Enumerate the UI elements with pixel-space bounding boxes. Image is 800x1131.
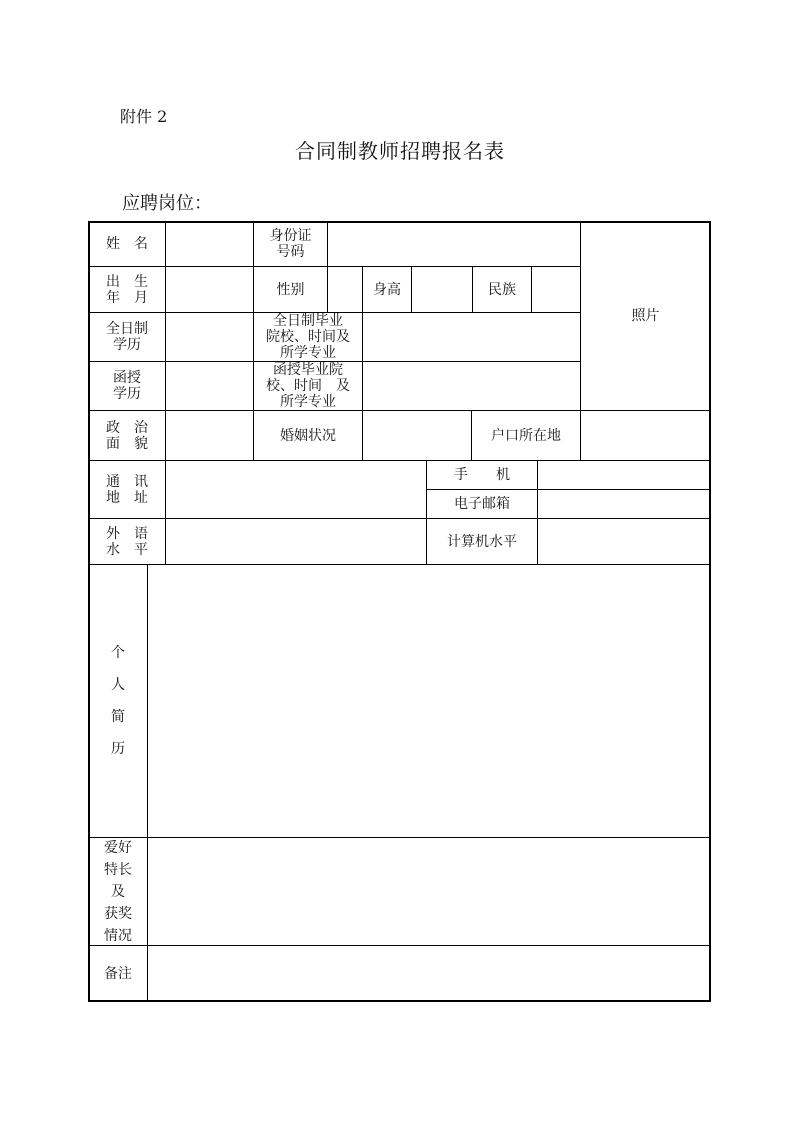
- hobbies-awards-label: 爱好 特长 及 获奖 情况: [104, 839, 132, 944]
- mobile-label: 手 机: [454, 467, 510, 483]
- language-level-label: 外 语 水 平: [106, 525, 148, 558]
- remarks-field[interactable]: [148, 946, 710, 1001]
- attachment-label: 附件 2: [120, 107, 168, 126]
- correspondence-school-field[interactable]: [363, 362, 580, 410]
- name-label: 姓 名: [106, 236, 148, 252]
- name-field[interactable]: [166, 222, 253, 266]
- page-title: 合同制教师招聘报名表: [295, 139, 505, 163]
- computer-level-label: 计算机水平: [447, 533, 517, 550]
- position-label: 应聘岗位：: [122, 193, 212, 214]
- marital-status-label: 婚姻状况: [280, 427, 336, 444]
- height-field[interactable]: [412, 267, 472, 312]
- ethnicity-field[interactable]: [532, 267, 580, 312]
- birth-date-label: 出 生 年 月: [106, 273, 148, 306]
- resume-field[interactable]: [148, 565, 710, 837]
- marital-status-field[interactable]: [363, 411, 471, 460]
- gender-field[interactable]: [328, 267, 362, 312]
- email-field[interactable]: [538, 490, 710, 518]
- correspondence-education-label: 函授 学历: [113, 370, 141, 402]
- id-number-label: 身份证 号码: [269, 228, 312, 260]
- political-status-label: 政 治 面 貌: [106, 419, 148, 452]
- email-label: 电子邮箱: [454, 496, 510, 512]
- hukou-field[interactable]: [581, 411, 710, 460]
- gender-label: 性别: [276, 281, 305, 298]
- political-status-field[interactable]: [166, 411, 253, 460]
- language-level-field[interactable]: [166, 519, 426, 564]
- birth-date-field[interactable]: [166, 267, 253, 312]
- ethnicity-label: 民族: [488, 281, 516, 298]
- mobile-field[interactable]: [538, 461, 710, 489]
- fulltime-education-label: 全日制 学历: [106, 321, 148, 353]
- id-number-field[interactable]: [328, 222, 580, 266]
- correspondence-school-label: 函授毕业院 校、时间 及 所学专业: [266, 362, 350, 410]
- correspondence-education-field[interactable]: [166, 362, 253, 410]
- address-label: 通 讯 地 址: [106, 473, 148, 506]
- hukou-label: 户口所在地: [491, 427, 561, 444]
- photo-label: 照片: [631, 308, 660, 324]
- height-label: 身高: [373, 281, 401, 298]
- remarks-label: 备注: [104, 965, 132, 982]
- fulltime-school-label: 全日制毕业 院校、时间及 所学专业: [266, 313, 350, 361]
- fulltime-school-field[interactable]: [363, 313, 580, 361]
- hobbies-awards-field[interactable]: [148, 838, 710, 945]
- address-field[interactable]: [166, 461, 426, 518]
- computer-level-field[interactable]: [538, 519, 710, 564]
- fulltime-education-field[interactable]: [166, 313, 253, 361]
- resume-label: 个 人 简 历: [111, 645, 125, 757]
